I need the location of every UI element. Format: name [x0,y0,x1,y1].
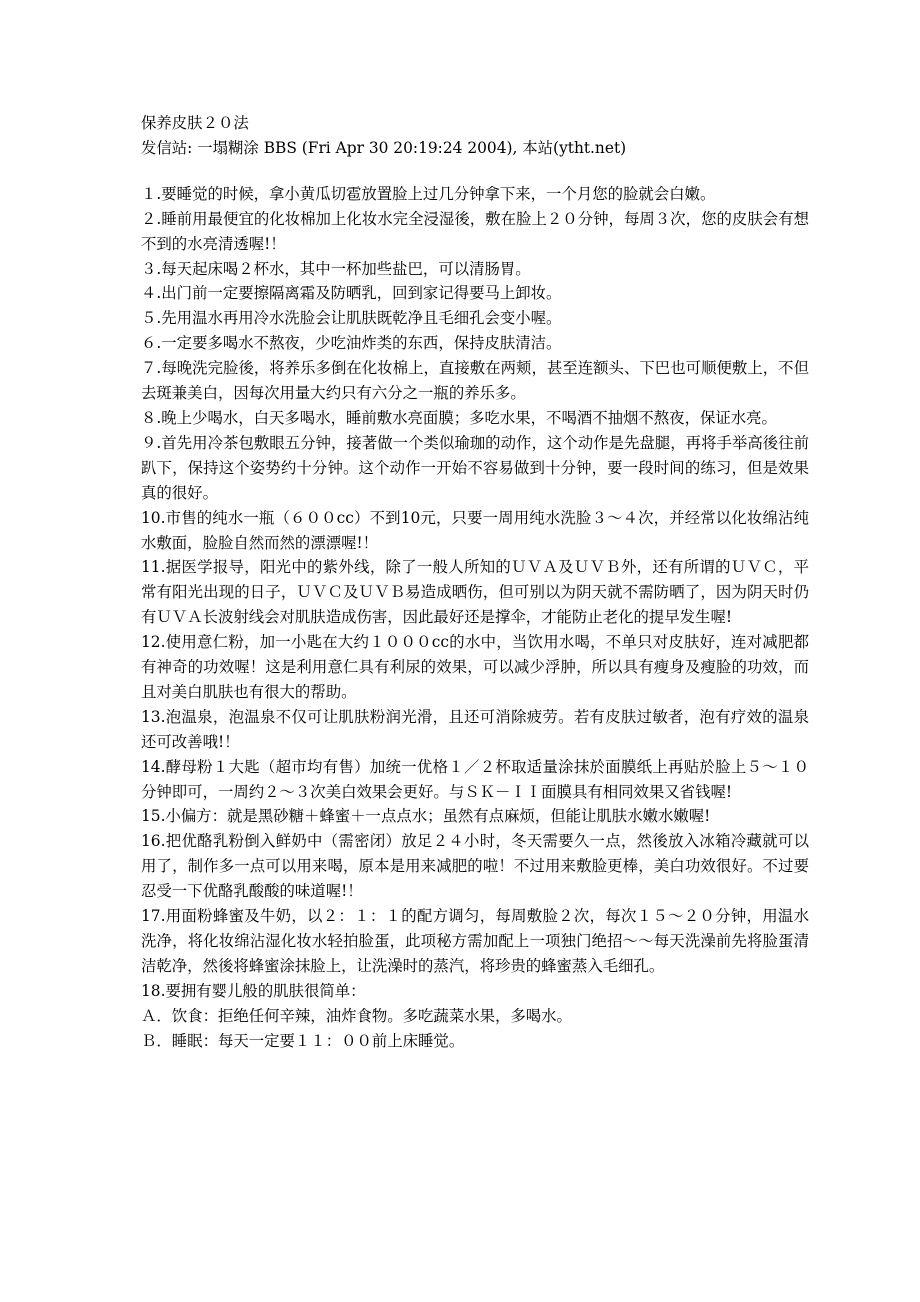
tip-item: Ｂ．睡眠：每天一定要１１：００前上床睡觉。 [141,1031,465,1050]
tip-item: ５.先用温水再用冷水洗脸会让肌肤既乾净且毛细孔会变小喔。 [141,309,562,328]
tip-item: 11.据医学报导，阳光中的紫外线，除了一般人所知的ＵＶＡ及ＵＶＢ外，还有所谓的ＵＶＣ，平常有阳光出现的日子，ＵＶＣ及ＵＶＢ易造成晒伤，但可别以为阴天就不需防晒了，因为阴天时仍有ＵＶＡ长波射线会对肌肤造成伤害，因此最好还是撑伞，才能防止老化的提早发生喔! [141,558,809,627]
tip-item: 14.酵母粉１大匙（超市均有售）加统一优格１／２杯取适量涂抹於面膜纸上再贴於脸上５～１０分钟即可，一周约２～３次美白效果会更好。与ＳＫ－ＩＩ面膜具有相同效果又省钱喔! [141,757,809,801]
tip-item: ８.晚上少喝水，白天多喝水，睡前敷水亮面膜；多吃水果，不喝酒不抽烟不熬夜，保证水亮。 [141,408,777,427]
tip-item: １.要睡觉的时候，拿小黄瓜切雹放置脸上过几分钟拿下来，一个月您的脸就会白嫩。 [141,184,716,203]
tip-item: ６.一定要多喝水不熬夜，少吃油炸类的东西，保持皮肤清洁。 [141,334,562,353]
tip-item: ３.每天起床喝２杯水，其中一杯加些盐巴，可以清肠胃。 [141,259,531,278]
tip-item: 18.要拥有婴儿般的肌肤很简单： [141,981,366,1000]
spacer [141,161,809,182]
tip-item: 10.市售的纯水一瓶（６００cc）不到10元，只要一周用纯水洗脸３～４次，并经常以化妆绵沾纯水敷面，脸脸自然而然的漂漂喔!！ [141,508,809,552]
tip-item: Ａ．饮食：拒绝任何辛辣，油炸食物。多吃蔬菜水果，多喝水。 [141,1006,572,1025]
tip-item: ２.睡前用最便宜的化妆棉加上化妆水完全浸湿後，敷在脸上２０分钟，每周３次，您的皮肤会有想不到的水亮清透喔!！ [141,209,809,253]
tip-item: 12.使用意仁粉，加一小匙在大约１０００cc的水中，当饮用水喝，不单只对皮肤好，连对减肥都有神奇的功效喔！这是利用意仁具有利尿的效果，可以减少浮肿，所以具有瘦身及瘦脸的功效，而且对美白肌肤也有很大的帮助。 [141,633,809,701]
tip-item: ９.首先用冷茶包敷眼五分钟，接著做一个类似瑜珈的动作，这个动作是先盘腿，再将手举高後往前趴下，保持这个姿势约十分钟。这个动作一开始不容易做到十分钟，要一段时间的练习，但是效果真的很好。 [141,433,809,502]
tip-item: ７.每晚洗完脸後，将养乐多倒在化妆棉上，直接敷在两颊，甚至连额头、下巴也可顺便敷上，不但去斑兼美白，因每次用量大约只有六分之一瓶的养乐多。 [141,359,809,403]
tip-item: 15.小偏方：就是黑砂糖＋蜂蜜＋一点点水；虽然有点麻烦，但能让肌肤水嫩水嫩喔! [141,807,711,826]
tip-item: ４.出门前一定要擦隔离霜及防晒乳，回到家记得要马上卸妆。 [141,284,562,303]
tip-item: 13.泡温泉，泡温泉不仅可让肌肤粉润光滑，且还可消除疲劳。若有皮肤过敏者，泡有疗效的温泉还可改善哦!！ [141,707,809,751]
document-title: 保养皮肤２０法 [141,114,249,132]
tip-item: 17.用面粉蜂蜜及牛奶，以２：１：１的配方调匀，每周敷脸２次，每次１５～２０分钟，用温水洗净，将化妆绵沾湿化妆水轻拍脸蛋，此项秘方需加配上一项独门绝招～～每天洗澡前先将脸蛋清洁乾净，然後将蜂蜜涂抹脸上，让洗澡时的蒸汽，将珍贵的蜂蜜蒸入毛细孔。 [141,907,809,975]
document-page [141,111,809,1054]
source-line: 发信站: 一塌糊涂 BBS (Fri Apr 30 20:19:24 2004), 本站(ytht.net) [141,138,627,157]
tip-item: 16.把优酪乳粉倒入鲜奶中（需密闭）放足２４小时，冬天需要久一点，然後放入冰箱冷藏就可以用了，制作多一点可以用来喝，原本是用来减肥的啦！不过用来敷脸更棒，美白功效很好。不过要忍受一下优酪乳酸酸的味道喔!！ [141,832,809,901]
